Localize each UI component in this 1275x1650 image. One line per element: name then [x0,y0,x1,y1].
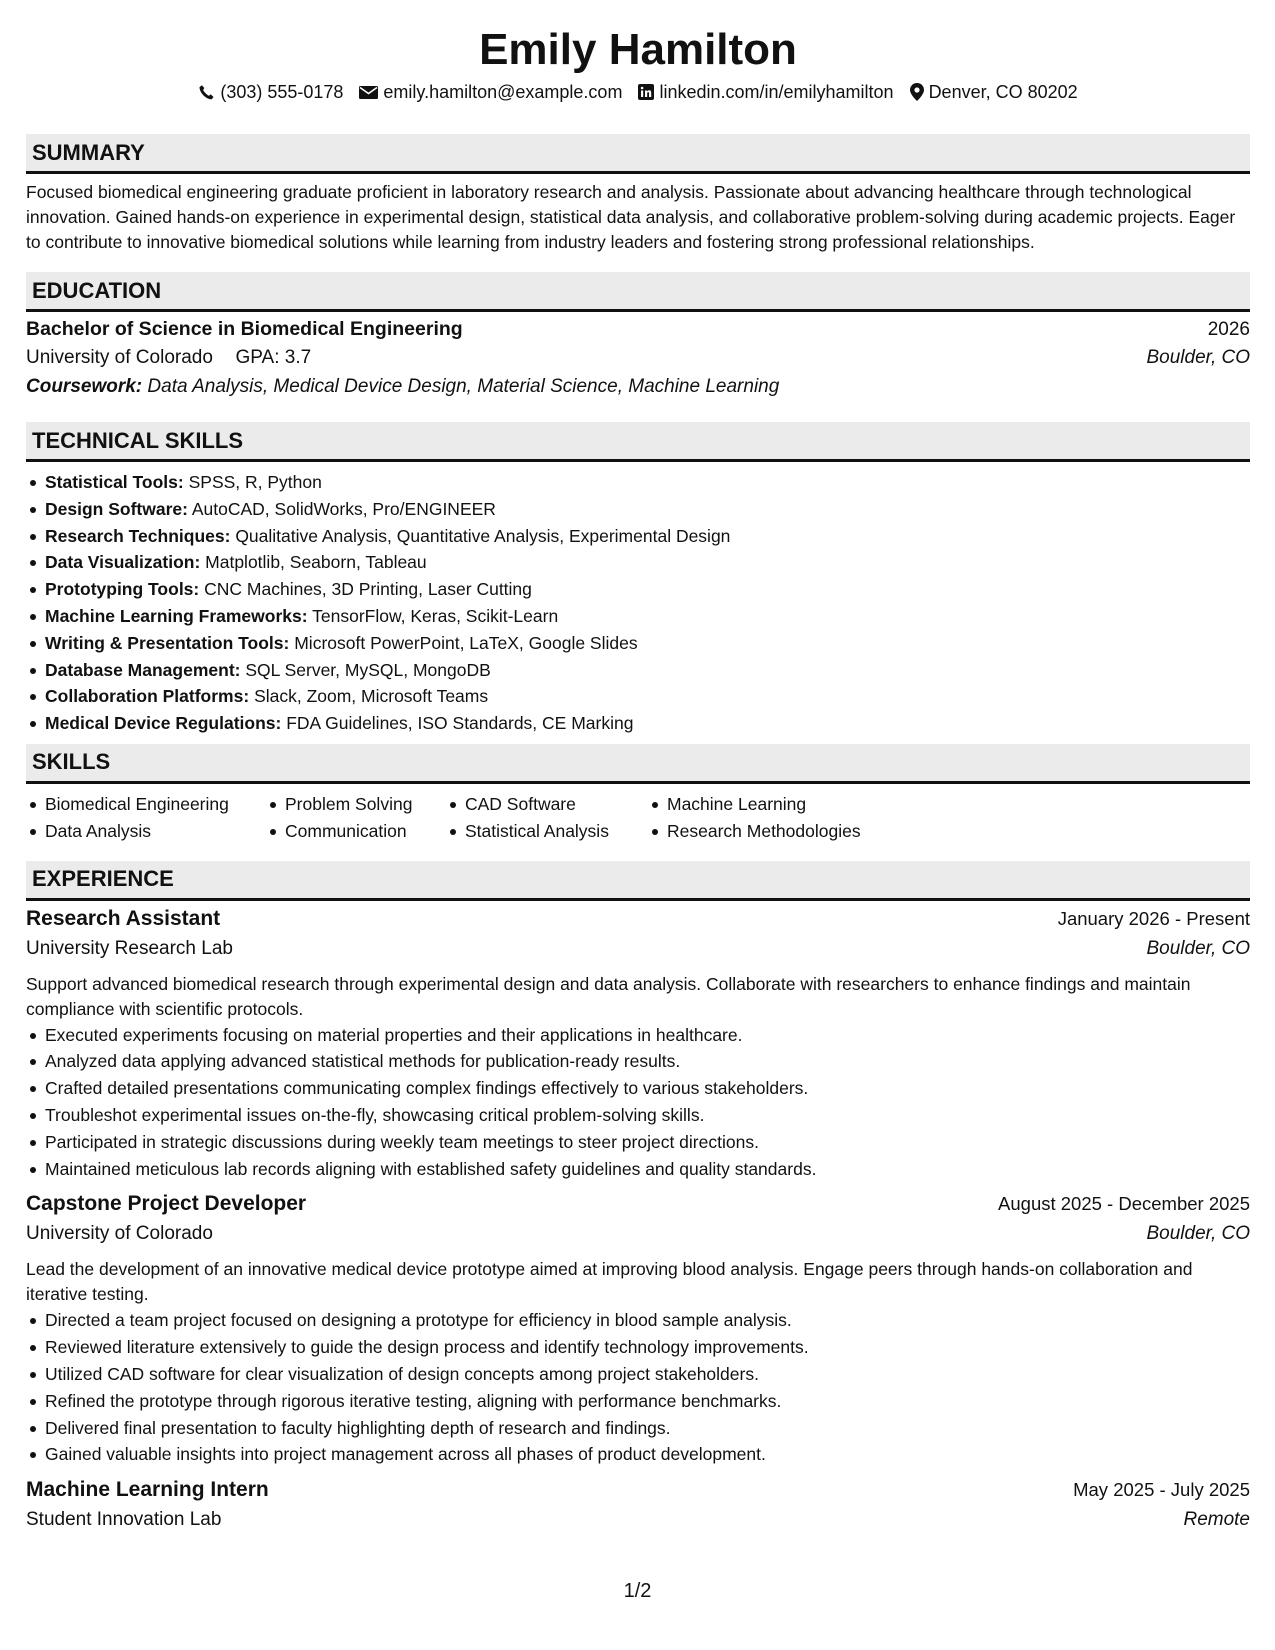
technical-skills-list [26,469,1250,737]
list-item: Research Methodologies [648,818,908,845]
degree-title: Bachelor of Science in Biomedical Engineering [26,318,463,340]
list-item: Reviewed literature extensively to guide the design process and identify technology improvements. [26,1334,1250,1361]
location-text: Denver, CO 80202 [928,81,1078,102]
list-item: Executed experiments focusing on material properties and their applications in healthcare. [26,1022,1250,1049]
skills-heading: SKILLS [26,744,1250,784]
job-dates: January 2026 - Present [1057,907,1250,929]
envelope-icon [359,85,378,100]
list-item: Database Management: SQL Server, MySQL, MongoDB [26,657,1250,684]
list-item: Medical Device Regulations: FDA Guidelines, ISO Standards, CE Marking [26,710,1250,737]
email-text: emily.hamilton@example.com [383,81,623,102]
school-name: University of Colorado [26,347,213,368]
list-item: Statistical Analysis [446,818,648,845]
job-dates: August 2025 - December 2025 [998,1193,1250,1215]
job-entry [26,907,1250,1183]
list-item: Data Visualization: Matplotlib, Seaborn, Tableau [26,549,1250,576]
list-item: Maintained meticulous lab records aligning with established safety guidelines and quality standards. [26,1156,1250,1183]
list-item: Prototyping Tools: CNC Machines, 3D Printing, Laser Cutting [26,576,1250,603]
job-organization: Student Innovation Lab [26,1509,222,1531]
contact-bar [26,81,1250,103]
phone-text: (303) 555-0178 [220,81,344,102]
experience-heading: EXPERIENCE [26,861,1250,901]
list-item: Troubleshot experimental issues on-the-fly, showcasing critical problem-solving skills. [26,1102,1250,1129]
list-item: Delivered final presentation to faculty highlighting depth of research and findings. [26,1415,1250,1442]
list-item: Research Techniques: Qualitative Analysis, Quantitative Analysis, Experimental Design [26,523,1250,550]
linkedin-icon [638,84,654,100]
skills-column [266,791,446,845]
list-item: Writing & Presentation Tools: Microsoft PowerPoint, LaTeX, Google Slides [26,630,1250,657]
resume-page [26,0,1250,1650]
skills-column [26,791,266,845]
skills-column [648,791,908,845]
education-entry [26,318,1250,405]
technical-skills-heading: TECHNICAL SKILLS [26,422,1250,462]
list-item: Design Software: AutoCAD, SolidWorks, Pro/ENGINEER [26,496,1250,523]
list-item: Problem Solving [266,791,446,818]
job-bullets [26,1022,1250,1183]
page-number: 1/2 [623,1580,652,1602]
skills-grid [26,791,1250,845]
list-item: Gained valuable insights into project management across all phases of product development. [26,1441,1250,1468]
summary-text: Focused biomedical engineering graduate proficient in laboratory research and analysis. Passionate about advancing healthcare through technological innovation. Gained hands-on experience in experimental design, statistical data analysis, and collaborative problem-solving during academic projects. Eager to contribute to innovative biomedical solutions while learning from industry leaders and fostering strong professional relationships. [26,182,1236,252]
list-item: Machine Learning [648,791,908,818]
list-item: Analyzed data applying advanced statistical methods for publication-ready results. [26,1048,1250,1075]
summary-heading: SUMMARY [26,134,1250,174]
skills-column [446,791,648,845]
school-location: Boulder, CO [1146,347,1250,368]
map-pin-icon [910,83,924,101]
contact-linkedin[interactable] [638,82,893,103]
job-organization: University Research Lab [26,937,233,959]
education-heading: EDUCATION [26,272,1250,312]
contact-location [910,82,1078,103]
job-entry [26,1478,1250,1540]
list-item: Refined the prototype through rigorous iterative testing, aligning with performance benchmarks. [26,1388,1250,1415]
list-item: CAD Software [446,791,648,818]
list-item: Participated in strategic discussions during weekly team meetings to steer project directions. [26,1129,1250,1156]
list-item: Directed a team project focused on designing a prototype for efficiency in blood sample analysis. [26,1307,1250,1334]
graduation-year: 2026 [1207,319,1250,340]
list-item: Collaboration Platforms: Slack, Zoom, Microsoft Teams [26,683,1250,710]
phone-icon [198,84,215,101]
job-title: Research Assistant [26,906,221,930]
coursework-list: Data Analysis, Medical Device Design, Material Science, Machine Learning [147,376,780,397]
linkedin-text: linkedin.com/in/emilyhamilton [659,81,894,102]
coursework-line [26,376,1250,405]
job-description: Lead the development of an innovative medical device prototype aimed at improving blood analysis. Engage peers through hands-on collaboration and iterative testing. [26,1259,1193,1305]
job-entry [26,1192,1250,1468]
job-dates: May 2025 - July 2025 [1073,1479,1250,1501]
job-description: Support advanced biomedical research through experimental design and data analysis. Collaborate with researchers to enhance findings and maintain compliance with scientific protocols. [26,973,1191,1019]
list-item: Machine Learning Frameworks: TensorFlow, Keras, Scikit-Learn [26,603,1250,630]
job-location: Boulder, CO [1146,1223,1250,1245]
school-line [26,347,311,369]
job-organization: University of Colorado [26,1223,213,1245]
job-bullets [26,1307,1250,1468]
list-item: Statistical Tools: SPSS, R, Python [26,469,1250,496]
list-item: Crafted detailed presentations communicating complex findings effectively to various stakeholders. [26,1075,1250,1102]
job-title: Capstone Project Developer [26,1192,307,1216]
list-item: Utilized CAD software for clear visualization of design concepts among project stakeholders. [26,1361,1250,1388]
list-item: Communication [266,818,446,845]
contact-phone [198,82,343,103]
job-title: Machine Learning Intern [26,1478,269,1502]
list-item: Biomedical Engineering [26,791,266,818]
list-item: Data Analysis [26,818,266,845]
job-location: Boulder, CO [1146,937,1250,959]
coursework-label: Coursework: [26,376,143,397]
gpa: GPA: 3.7 [235,347,312,368]
job-location: Remote [1183,1509,1250,1531]
contact-email[interactable] [359,82,622,103]
candidate-name: Emily Hamilton [479,25,797,74]
